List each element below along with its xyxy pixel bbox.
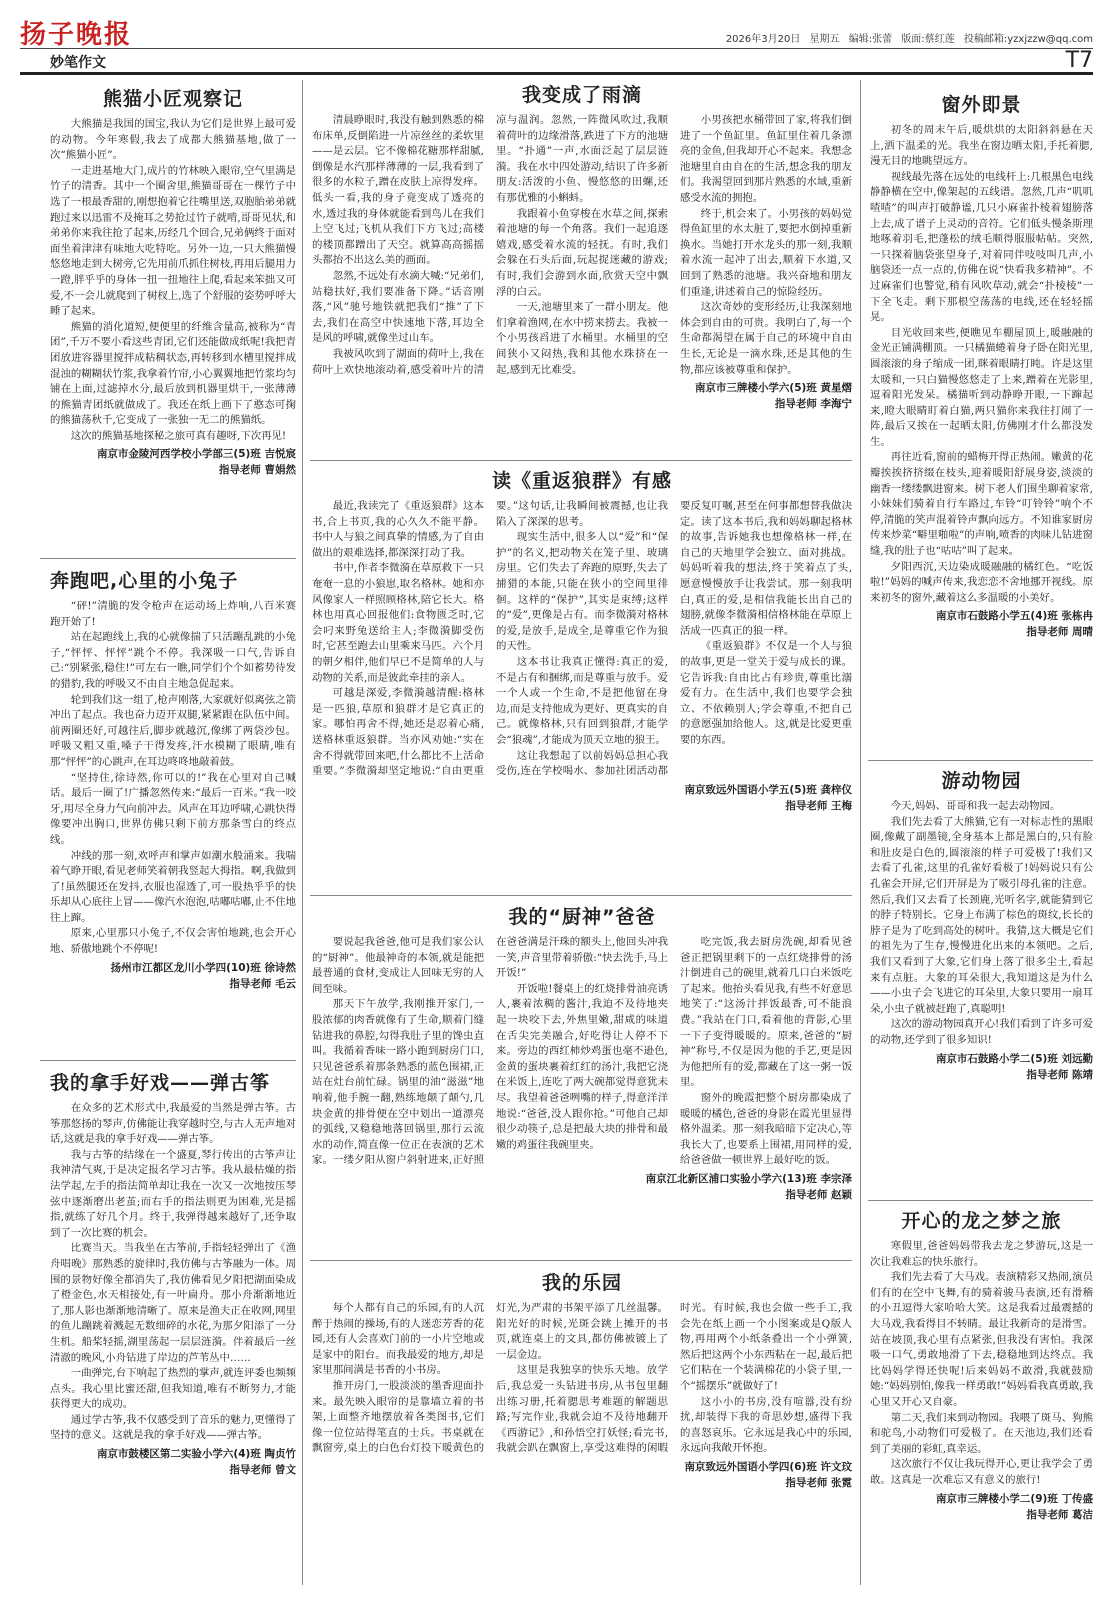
teacher-name: 指导老师 周晴 [1026,626,1093,639]
article-signature [312,380,852,412]
article-body [870,799,1093,1049]
article-paragraph: 我与古筝的结缘在一个盛夏,琴行传出的古筝声让我神清气爽,于是决定报名学习古筝。我从最枯燥的指法学起,左手的指法简单却让我在一次又一次地按压琴弦中逐渐磨出老茧;而右手的指法则更为困难,光是摇指,就练了好几个月。终于,我弹得越来越好了,还争取到了一次比赛的机会。 [50,1148,296,1239]
article-paragraph: 推开房门,一股淡淡的墨香迎面扑来。最先映入眼帘的是靠墙立着的书架,上面整齐地摆放着各类图书,它们像一位位站得笔直的士兵。书桌就在飘窗旁,桌上的白色台灯投下暖黄色的灯光,为严肃的书架平添了几丝温馨。阳光好的时候,光斑会跳上摊开的书页,就连桌上的文具,都仿佛被镀上了一层金边。 [312,1302,668,1455]
article-divider [310,460,852,461]
article-window [870,90,1093,756]
article-rain [312,80,852,456]
article-title: 我的拿手好戏——弹古筝 [50,1072,271,1094]
article-rabbit [50,566,296,1058]
article-title: 奔跑吧,心里的小兔子 [50,570,239,592]
article-paragraph: 初冬的周末午后,暖烘烘的太阳斜斜悬在天上,洒下温柔的光。我坐在窗边晒太阳,手托着腮,漫无目的地眺望远方。 [870,124,1093,168]
article-paragraph: 站在起跑线上,我的心就像揣了只活蹦乱跳的小兔子,“怦怦、怦怦”跳个不停。我深吸一口气,告诉自己:“别紧张,稳住!”可左右一瞧,同学们个个如蓄势待发的猎豹,我的呼吸又不由自主地急促起来。 [50,631,296,690]
article-paragraph: 轮到我们这一组了,枪声刚落,大家就好似离弦之箭冲出了起点。我也奋力迈开双腿,紧紧跟在队伍中间。前两圈还好,可越往后,脚步就越沉,像绑了两袋沙包。呼吸又粗又重,嗓子干得发疼,汗水模糊了眼睛,唯有那“怦怦”的心跳声,在耳边咚咚地敲着鼓。 [50,693,296,768]
article-paradise [312,1268,852,1588]
author-school: 南京市石鼓路小学二(5)班 [935,1052,1058,1065]
article-title: 读《重返狼群》有感 [491,470,672,492]
article-paragraph: 冲线的那一刻,欢呼声和掌声如潮水般涌来。我喘着气睁开眼,看见老师笑着朝我竖起大拇指。啊,我做到了!虽然腿还在发抖,衣服也湿透了,可一股热乎乎的快乐却从心底往上冒——像汽水泡泡,咕嘟咕嘟,止不住地往上蹿。 [50,849,296,924]
issue-weekday: 星期五 [809,34,840,45]
masthead [20,10,1093,50]
article-title: 游动物园 [941,770,1022,792]
article-divider [310,895,852,896]
article-title: 我的乐园 [541,1272,622,1294]
column-divider-right [860,80,861,1585]
author-name: 吉悦宸 [264,448,296,461]
article-dragon [870,1206,1093,1588]
article-paragraph: 我被风吹到了湖面的荷叶上,我在荷叶上欢快地滚动着,感受着叶片的清凉与温润。忽然,一阵微风吹过,我顺着荷叶的边缘滑落,跌进了下方的池塘里。“扑通”一声,水面泛起了层层涟漪。我在水中四处游动,结识了许多新朋友:活泼的小鱼、慢悠悠的田螺,还有那优雅的小蝌蚪。 [312,114,668,376]
article-body [312,935,852,1169]
teacher-name: 指导老师 赵颖 [785,1188,852,1201]
article-chef [312,902,852,1256]
header-rule [20,48,1093,49]
article-signature [312,1171,852,1203]
article-body [312,499,852,780]
newspaper-logo: 扬子晚报 [20,20,133,50]
author-name: 黄星熠 [820,382,852,395]
article-body [50,599,296,958]
section-title: 妙笔作文 [50,55,106,71]
article-paragraph: 一曲弹完,台下响起了热烈的掌声,就连评委也频频点头。我心里比蜜还甜,但我知道,唯有不断努力,才能获得更大的成功。 [50,1367,296,1411]
author-name: 丁传盛 [1061,1492,1093,1505]
teacher-name: 指导老师 陈靖 [1026,1068,1093,1081]
article-paragraph: 要说起我爸爸,他可是我们家公认的“厨神”。他最神奇的本领,就是能把最普通的食材,变成让人回味无穷的人间至味。 [312,936,484,995]
author-school: 南京江北新区浦口实验小学六(13)班 [645,1172,817,1185]
author-name: 刘远勤 [1061,1052,1093,1065]
article-paragraph: 原来,心里那只小兔子,不仅会害怕地跳,也会开心地、骄傲地跳个不停呢! [50,927,296,956]
article-signature [870,1051,1093,1083]
article-paragraph: 这次的游动物园真开心!我们看到了许多可爱的动物,还学到了很多知识! [870,1018,1093,1046]
author-school: 南京市鼓楼区第二实验小学六(4)班 [96,1448,261,1461]
article-paragraph: “坚持住,徐诗然,你可以的!”我在心里对自己喊话。最后一圈了!广播忽然传来:“最后一百米。”我一咬牙,用尽全身力气向前冲去。风声在耳边呼啸,心跳快得像要冲出胸口,世界仿佛只剩下前方那条雪白的终点线。 [50,771,296,846]
article-paragraph: “砰!”清脆的发令枪声在运动场上炸响,八百米赛跑开始了! [50,600,296,628]
article-paragraph: 忽然,不远处有水滴大喊:“兄弟们,站稳扶好,我们要准备下降。”话音刚落,“风”驰号地铁就把我们“推”了下去,我们在高空中快速地下落,耳边全是风的呼啸,就像坐过山车。 [312,269,484,345]
author-name: 徐诗然 [264,961,296,974]
article-paragraph: 窗外的晚霞把整个厨房都染成了暖暖的橘色,爸爸的身影在霞光里显得格外温柔。那一刻我暗暗下定决心,等我长大了,也要系上围裙,用同样的爱,给爸爸做一顿世界上最好吃的饭。 [680,1091,852,1167]
article-signature [312,782,852,814]
article-paragraph: 最近,我读完了《重返狼群》这本书,合上书页,我的心久久不能平静。书中人与狼之间真挚的情感,为了自由做出的艰难选择,都深深打动了我。 [312,500,484,559]
article-paragraph: 小男孩把水桶带回了家,将我们倒进了一个鱼缸里。鱼缸里住着几条漂亮的金鱼,但我却开心不起来。我想念池塘里自由自在的生活,想念我的朋友们。我渴望回到那片熟悉的水域,重新感受水流的拥抱。 [680,114,852,204]
article-signature [870,608,1093,640]
article-title: 熊猫小匠观察记 [102,88,243,110]
article-paragraph: 这本书让我真正懂得:真正的爱,不是占有和捆绑,而是尊重与放手。爱一个人或一个生命,不是把他留在身边,而是支持他成为更好、更真实的自己。就像格林,只有回到狼群,才能学会“狼魂”,才能成为顶天立地的狼王。 [496,655,668,746]
article-signature [50,1446,296,1478]
article-signature [50,446,296,478]
article-title: 我的“厨神”爸爸 [508,906,656,928]
author-name: 李宗泽 [820,1172,852,1185]
article-paragraph: 一走进基地大门,成片的竹林映入眼帘,空气里满是竹子的清香。其中一个圈舍里,熊猫哥哥在一棵竹子中选了一根最香甜的,刚想抱着它往嘴里送,双胞胎弟弟就跑过来以迅雷不及掩耳之势抢过竹子就啃,哥哥见状,和弟弟你来我往抢了起来,历经几个回合,兄弟俩终于面对面坐着津津有味地大吃特吃。另外一边,一只大熊猫慢悠悠地走到大树旁,它先用前爪抓住树枝,再用后腿用力一蹬,胖乎乎的身体一扭一扭地往上爬,看起来笨拙又可爱,不一会儿就爬到了树杈上,选了个舒服的姿势呼呼大睡了起来。 [50,164,296,318]
article-paragraph: 这次奇妙的变形经历,让我深刻地体会到自由的可贵。我明白了,每一个生命都渴望在属于自己的环境中自由生长,无论是一滴水珠,还是其他的生物,都应该被尊重和保护。 [680,301,852,376]
submission-email: 投稿邮箱:yzxjzzw@qq.com [963,34,1093,45]
editor-credit: 编辑:张蕾 [848,34,893,45]
author-name: 许文玟 [820,1460,852,1473]
article-paragraph: 视线最先落在远处的电线杆上:几根黑色电线静静横在空中,像架起的五线谱。忽然,几声“叽叽喳喳”的叫声打破静谧,几只小麻雀扑棱着翅膀落上去,成了谱子上灵动的音符。它们低头慢条斯理地啄着羽毛,把蓬松的绒毛顺得服服帖帖。突然,一只探着脑袋张望身子,对着同伴吱吱叫几声,小脑袋还一点一点的,仿佛在说“快看我多精神”。不过麻雀们也警觉,稍有风吹草动,就会“扑棱棱”一下全飞走。剩下那根空荡荡的电线,还在轻轻摇晃。 [870,170,1093,324]
article-paragraph: 大熊猫是我国的国宝,我认为它们是世界上最可爱的动物。今年寒假,我去了成都大熊猫基地,做了一次“熊猫小匠”。 [50,118,296,162]
author-school: 南京市三牌楼小学二(9)班 [935,1492,1058,1505]
article-paragraph: 这次的熊猫基地探秘之旅可真有趣呀,下次再见! [70,429,287,442]
author-school: 南京市石鼓路小学五(4)班 [935,610,1058,623]
author-school: 扬州市江都区龙川小学四(10)班 [110,961,261,974]
article-body [312,113,852,378]
author-school: 南京市三牌楼小学六(5)班 [694,382,817,395]
article-guzheng [50,1068,296,1588]
teacher-name: 指导老师 王梅 [785,799,852,812]
article-paragraph: 通过学古筝,我不仅感受到了音乐的魅力,更懂得了坚持的意义。这就是我的拿手好戏——弹古筝。 [50,1413,296,1442]
article-body [50,117,296,444]
article-paragraph: 夕阳西沉,天边染成暖融融的橘红色。“吃饭啦!”妈妈的喊声传来,我恋恋不舍地挪开视线。原来初冬的窗外,藏着这么多温暖的小美好。 [870,560,1093,604]
teacher-name: 指导老师 葛洁 [1026,1508,1093,1521]
header-thick-rule [20,72,1093,75]
article-paragraph: 第二天,我们来到动物园。我喂了斑马、狗熊和驼鸟,小动物们可爱极了。在天池边,我们还看到了美丽的彩虹,真幸运。 [870,1411,1093,1455]
article-paragraph: 那天下午放学,我刚推开家门,一股浓郁的肉香就像有了生命,顺着门缝钻进我的鼻腔,勾得我肚子里的馋虫直叫。我循着香味一路小跑到厨房门口,只见爸爸系着那条熟悉的蓝色围裙,正站在灶台前忙碌。锅里的油“滋滋”地响着,他手腕一翻,熟练地颠了颠勺,几块金黄的排骨便在空中划出一道漂亮的弧线,又稳稳地落回锅里,那行云流水的动作,简直像一位正在表演的艺术家。一缕夕阳从窗户斜射进来,正好照在爸爸满是汗珠的额头上,他回头冲我一笑,声音里带着骄傲:“快去洗手,马上开饭!” [312,936,668,1167]
author-school: 南京致远外国语小学四(6)班 [684,1460,817,1473]
article-wolf [312,466,852,891]
article-paragraph: 这小小的书房,没有喧嚣,没有纷扰,却装得下我的奇思妙想,盛得下我的喜怒哀乐。它永远是我心中的乐园,永远向我敞开怀抱。 [680,1395,852,1455]
article-paragraph: 《重返狼群》不仅是一个人与狼的故事,更是一堂关于爱与成长的课。它告诉我:自由比占有珍贵,尊重比溺爱有力。在生活中,我们也要学会独立、不依赖别人;学会尊重,不把自己的意愿强加给他人。这,就是比爱更重要的东西。 [680,640,852,746]
article-paragraph: 书中,作者李微漪在草原救下一只奄奄一息的小狼崽,取名格林。她和亦风像家人一样照顾格林,陪它长大。格林也用真心回报他们:食物匮乏时,它会叼来野兔送给主人;李微漪脚受伤时,它甚至跑去山里乘来马匹。六个月的朝夕相伴,他们早已不是简单的人与动物的关系,而是彼此牵挂的亲人。 [312,562,484,684]
teacher-name: 指导老师 李海宁 [774,398,852,411]
article-paragraph: 可越是深爱,李微漪越清醒:格林是一匹狼,草原和狼群才是它真正的家。哪怕再舍不得,她还是忍着心痛,送格林重返狼群。当亦风劝她:“实在舍不得就带回来吧,什么都比不上活命重要。”李微漪却坚定地说:“自由更重要。”这句话,让我瞬间被震撼,也让我陷入了深深的思考。 [312,500,668,778]
page-number: T7 [1065,48,1093,73]
teacher-name: 指导老师 毛云 [229,977,296,990]
article-paragraph: 这里是我独享的快乐天地。放学后,我总爱一头钻进书房,从书包里翻出练习册,托着腮思考难题的解题思路;写完作业,我就会迫不及待地翻开《西游记》,和孙悟空打妖怪;看完书,我就会趴在飘窗上,享受这难得的闲暇时光。有时候,我也会做一些手工,我会先在纸上画一个小图案或是Q版人物,再用两个小纸条叠出一个小弹簧,然后把这两个小东西粘在一起,最后把它们粘在一个装满棉花的小袋子里,一个“摇摆乐”就做好了! [496,1302,852,1455]
article-title: 开心的龙之梦之旅 [901,1210,1062,1232]
article-divider [310,1260,852,1261]
article-paragraph: 熊猫的消化道短,便便里的纤维含量高,被称为“青团”,千万不要小看这些青团,它们还能做成纸呢!我把青团放进容器里搅拌成粘稠状态,再转移到水槽里搅拌成混浊的糊糊状竹浆,我拿着竹帘,小心翼翼地把竹浆均匀铺在上面,过滤掉水分,最后放到机器里烘干,一张薄薄的熊猫青团纸就做成了。我还在纸上画下了憨态可掬的熊猫荡秋千,它变成了一张独一无二的熊猫纸。 [50,320,296,427]
teacher-name: 指导老师 张霓 [785,1476,852,1489]
article-body [870,1239,1093,1489]
article-paragraph: 吃完饭,我去厨房洗碗,却看见爸爸正把锅里剩下的一点红烧排骨的汤汁倒进自己的碗里,就着几口白米饭吃了起来。他抬头看见我,有些不好意思地笑了:“这汤汁拌饭最香,可不能浪费。”我站在门口,看着他的背影,心里一下子变得暖暖的。原来,爸爸的“厨神”称号,不仅是因为他的手艺,更是因为他把所有的爱,都藏在了这一粥一饭里。 [680,936,852,1089]
article-paragraph: 我跟着小鱼穿梭在水草之间,探索着池塘的每一个角落。我们一起追逐嬉戏,感受着水流的轻抚。有时,我们会躲在石头后面,玩起捉迷藏的游戏;有时,我们会游到水面,欣赏天空中飘浮的白云。 [496,207,668,298]
article-zoo [870,766,1093,1196]
article-body [870,123,1093,606]
article-divider [868,1200,1093,1201]
article-paragraph: 这让我想起了以前妈妈总担心我受伤,连在学校喝水、参加社团活动都要反复叮嘱,甚至在何事都想替我做决定。读了这本书后,我和妈妈聊起格林的故事,告诉她我也想像格林一样,在自己的天地里学会独立、面对挑战。妈妈听着我的想法,终于笑着点了头,愿意慢慢放手让我尝试。那一刻我明白,真正的爱,是相信我能长出自己的翅膀,就像李微漪相信格林能在草原上活成一匹真正的狼一样。 [496,500,852,778]
article-title: 我变成了雨滴 [521,84,642,106]
teacher-name: 指导老师 曾文 [229,1464,296,1477]
article-paragraph: 一天,池塘里来了一群小朋友。他们拿着渔网,在水中捞来捞去。我被一个小男孩舀进了水桶里。水桶里的空间狭小又闷热,我和其他水珠挤在一起,感到无比难受。 [496,301,668,376]
author-name: 陶贞竹 [264,1448,296,1461]
article-divider [868,760,1093,761]
article-paragraph: 我们先去看了大马戏。表演精彩又热闹,演员们有的在空中飞舞,有的骑着骏马表演,还有滑稽的小丑逗得大家哈哈大笑。这是我看过最震撼的大马戏,我看得目不转睛。最让我新奇的是滑雪。站在坡顶,我心里有点紧张,但我没有害怕。我深吸一口气,勇敢地滑了下去,稳稳地到达终点。我比妈妈学得还快呢!后来妈妈不敢滑,我就鼓励她:“妈妈别怕,像我一样勇敢!”妈妈看我真勇敢,我心里又开心又自豪。 [870,1271,1093,1408]
article-signature [870,1491,1093,1523]
article-paragraph: 比赛当天。当我坐在古筝前,手指轻轻弹出了《渔舟唱晚》那熟悉的旋律时,我仿佛与古筝融为一体。周围的景物好像全都消失了,我仿佛看见夕阳把湖面染成了橙金色,水天相接处,有一叶扁舟。那小舟渐渐地近了,那人影也渐渐地清晰了。原来是渔夫正在收网,网里的鱼儿蹦跳着溅起无数细碎的水花,为那夕阳添了一分生机。船桨轻摇,湖里荡起一层层涟漪。伴着最后一丝清澈的晚风,小舟钻进了岸边的芦苇丛中…… [50,1242,296,1364]
article-paragraph: 终于,机会来了。小男孩的妈妈觉得鱼缸里的水太脏了,要把水倒掉重新换水。当她打开水龙头的那一刻,我顺着水流一起冲了出去,顺着下水道,又回到了熟悉的池塘。我兴奋地和朋友们重逢,讲述着自己的惊险经历。 [680,207,852,298]
teacher-name: 指导老师 曹娟然 [218,464,296,477]
author-school: 南京致远外国语小学五(5)班 [684,783,817,796]
article-title: 窗外即景 [941,94,1022,116]
author-name: 龚梓仪 [820,783,852,796]
article-paragraph: 清晨睁眼时,我没有触到熟悉的棉布床单,反倒陷进一片凉丝丝的柔软里——是云层。它不像棉花糖那样甜腻,倒像是水汽那样薄薄的一层,我看到了很多的水粒子,蹭在皮肤上凉得发痒。低头一看,我的身子竟变成了透亮的水,透过我的身体就能看到鸟儿在我们上空飞过;飞机从我们下方飞过;高楼的楼顶都蹭出了天空。就算高高摇摇头都抬不出这么美的画面。 [312,114,484,267]
article-paragraph: 再往近看,窗前的蜡梅开得正热闹。嫩黄的花瓣挨挨挤挤缀在枝头,迎着暖阳舒展身姿,淡淡的幽香一缕缕飘进窗来。树下老人们围坐聊着家常,小妹妹们骑着自行车路过,车铃“叮铃铃”响个不停,清脆的笑声混着铃声飘向远方。不知谁家厨房传来炒菜“噼里啪啦”的声响,喷香的肉味儿钻进窗缝,我的肚子也“咕咕”叫了起来。 [870,451,1093,558]
article-signature [312,1459,852,1491]
article-paragraph: 这次旅行不仅让我玩得开心,更让我学会了勇敢。这真是一次难忘又有意义的旅行! [870,1458,1093,1486]
article-paragraph: 我们先去看了大熊猫,它有一对标志性的黑眼圈,像戴了副墨镜,全身基本上都是黑白的,只有脸和肚皮是白色的,圆滚滚的样子可爱极了!我们又去看了孔雀,这里的孔雀好看极了!妈妈说只有公孔雀会开屏,它们开屏是为了吸引母孔雀的注意。然后,我们又去看了长颈鹿,光听名字,就能猜到它的脖子特别长。它身上布满了棕色的斑纹,长长的脖子是为了吃到高处的树叶。我猜,这大概是它们的祖先为了生存,慢慢进化出来的本领吧。之后,我们又看到了大象,它们身上落了很多尘土,看起来有点脏。大象的耳朵很大,我知道这是为什么——小虫子会飞进它的耳朵里,大象只要用一扇耳朵,小虫子就被赶跑了,真聪明! [870,815,1093,1015]
article-paragraph: 在众多的艺术形式中,我最爱的当然是弹古筝。古筝那悠扬的琴声,仿佛能让我穿越时空,与古人无声地对话,这就是我的拿手好戏——弹古筝。 [50,1102,296,1146]
article-paragraph: 寒假里,爸爸妈妈带我去龙之梦游玩,这是一次让我难忘的快乐旅行。 [870,1240,1093,1268]
layout-credit: 版面:蔡红莲 [901,34,955,45]
article-divider [40,558,296,559]
issue-date: 2026年3月20日 [725,34,801,45]
article-paragraph: 今天,妈妈、哥哥和我一起去动物园。 [890,800,1061,812]
article-paragraph: 现实生活中,很多人以“爱”和“保护”的名义,把动物关在笼子里、玻璃房里。它们失去了奔跑的原野,失去了捕猎的本能,只能在狭小的空间里徘徊。这样的“保护”,其实是束缚;这样的“爱”,更像是占有。而李微漪对格林的爱,是放手,是成全,是尊重它作为狼的天性。 [496,531,668,653]
article-divider [40,1060,296,1061]
article-body [50,1101,296,1444]
column-divider-left [302,80,303,1585]
article-paragraph: 开饭啦!餐桌上的红烧排骨油亮诱人,裹着浓稠的酱汁,我迫不及待地夹起一块咬下去,外焦里嫩,甜咸的味道在舌尖完美融合,好吃得让人停不下来。旁边的西红柿炒鸡蛋也毫不逊色,金黄的蛋块裹着红红的汤汁,我把它浇在米饭上,连吃了两大碗都觉得意犹未尽。我望着爸爸咧嘴的样子,得意洋洋地说:“爸爸,没人跟你抢。”可他自己却很少动筷子,总是把最大块的排骨和最嫩的鸡蛋往我碗里夹。 [496,982,668,1151]
issue-info [720,30,1093,45]
author-name: 张栋冉 [1061,610,1093,623]
article-body [312,1301,852,1457]
author-school: 南京市金陵河西学校小学部三(5)班 [96,448,261,461]
article-panda [50,84,296,556]
article-paragraph: 目光收回来些,便瞧见车棚屋顶上,暖融融的金光正铺满棚顶。一只橘猫蜷着身子卧在阳光里,圆滚滚的身子缩成一团,眯着眼睛打盹。许是这里太暖和,一只白猫慢悠悠走了上来,蹭着在光影里,逗着阳光发呆。橘猫听到动静睁开眼,一下蹿起来,瞪大眼睛盯着白猫,两只猫你来我往打闹了一阵,最后又挨在一起晒太阳,仿佛刚才什么都没发生。 [870,326,1093,448]
article-signature [50,960,296,992]
article-paragraph: 每个人都有自己的乐园,有的人沉醉于热闹的操场,有的人迷恋芳香的花园,还有人会喜欢门前的一小片空地或是家中的阳台。而我最爱的地方,却是家里那间满是书香的小书房。 [312,1302,484,1377]
